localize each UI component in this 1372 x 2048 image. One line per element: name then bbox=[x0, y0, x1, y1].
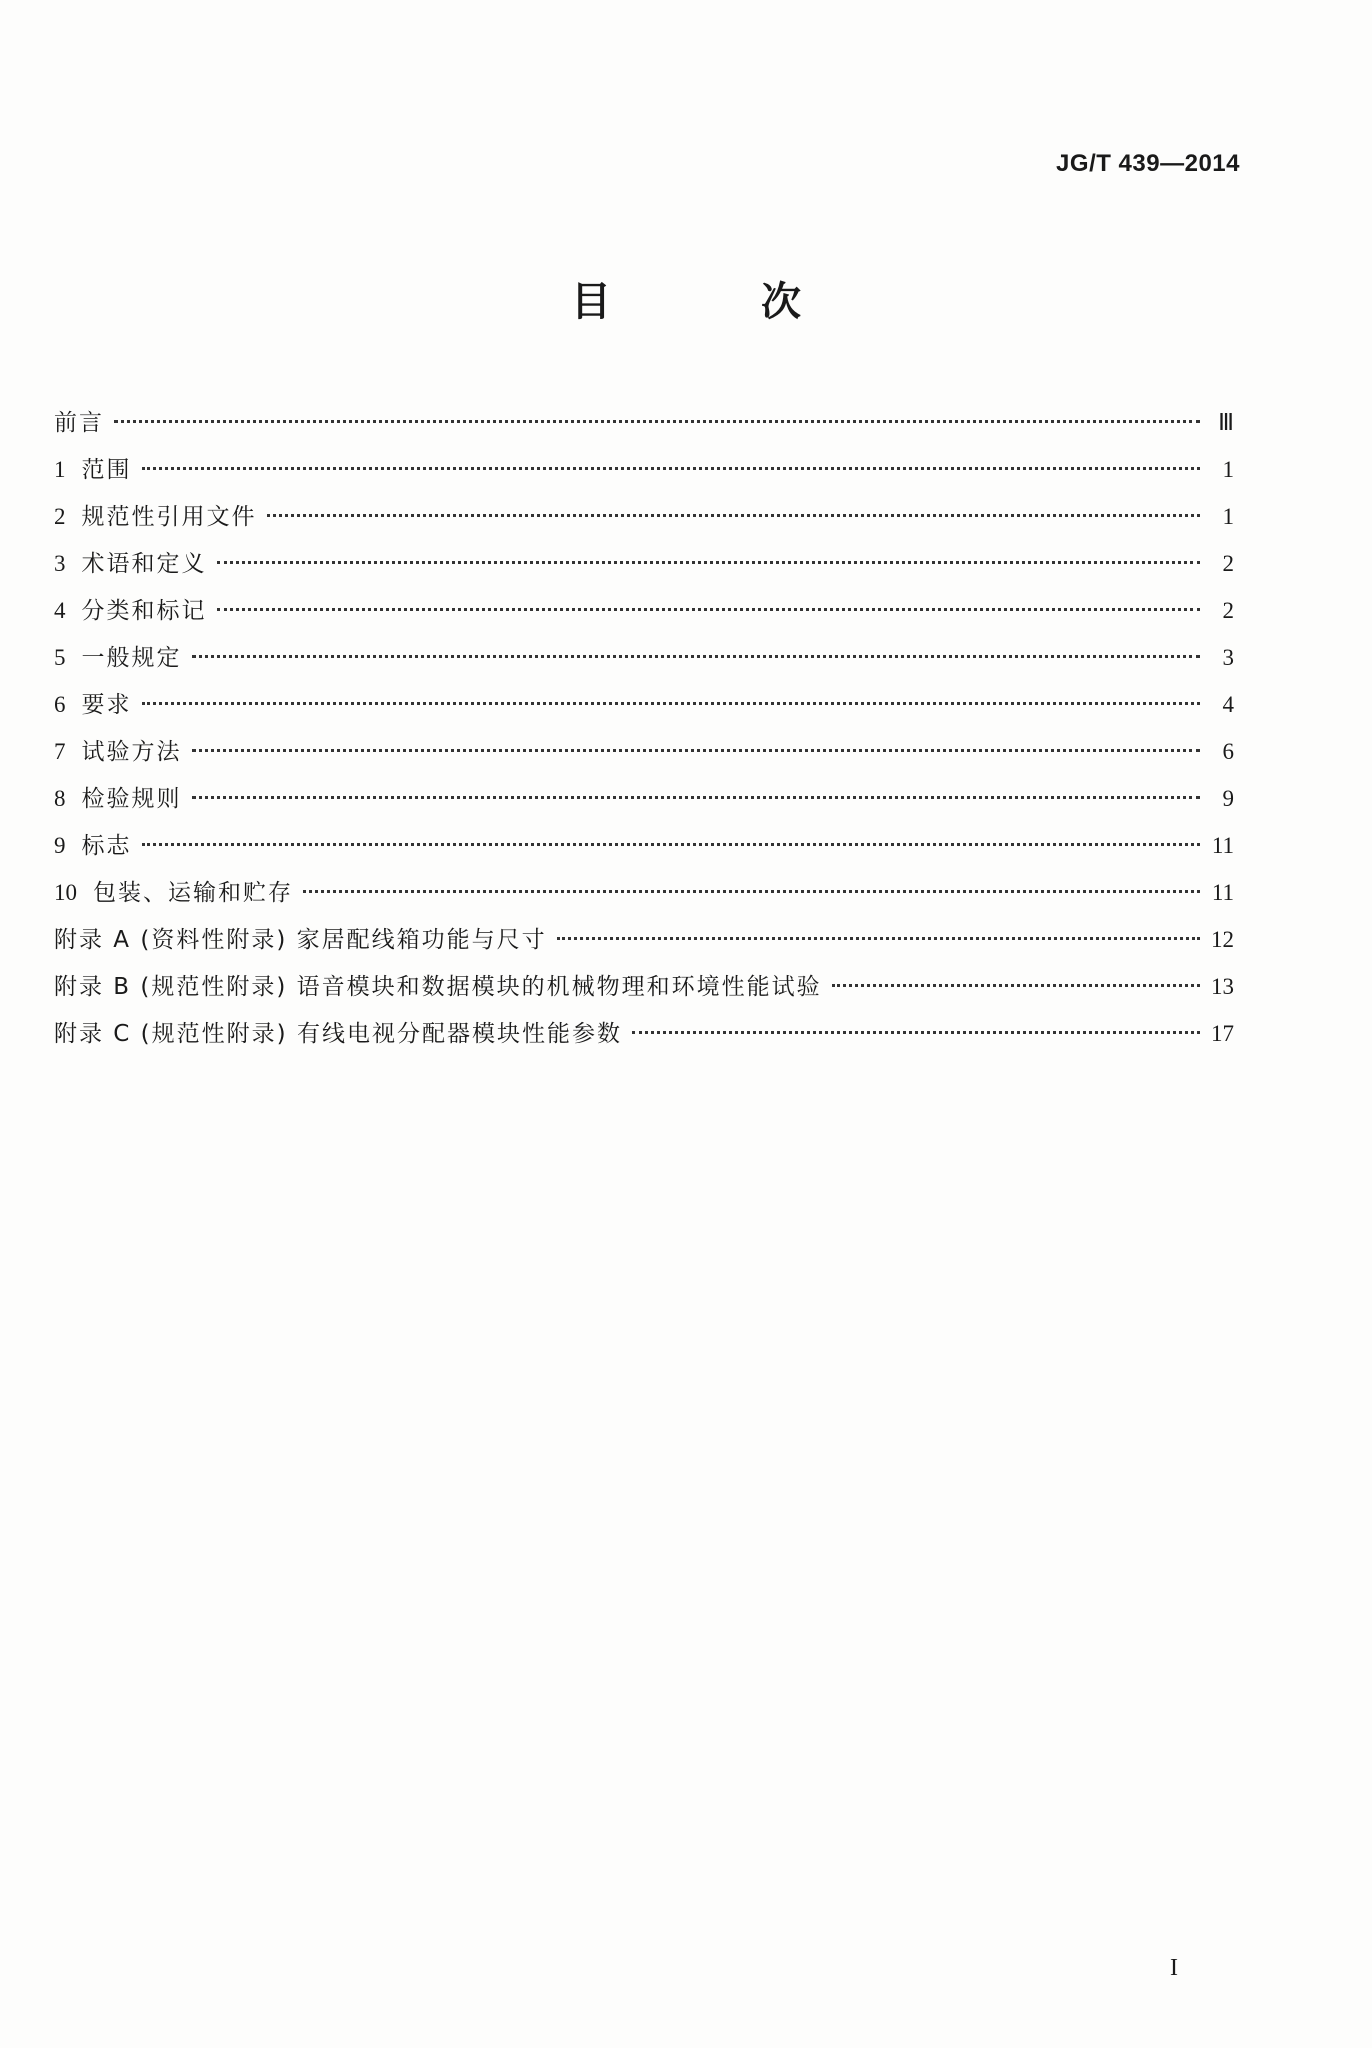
toc-leader-dots bbox=[114, 420, 1200, 423]
toc-entry-number: 9 bbox=[54, 833, 66, 858]
toc-entry-page: 6 bbox=[1222, 739, 1234, 764]
toc-entry-page: 4 bbox=[1222, 692, 1234, 717]
toc-entry-label: 规范性引用文件 bbox=[81, 504, 257, 530]
toc-entry-label: 附录 B (规范性附录) 语音模块和数据模块的机械物理和环境性能试验 bbox=[54, 974, 822, 1000]
toc-leader-dots bbox=[192, 749, 1201, 752]
toc-entry-page: 1 bbox=[1222, 457, 1234, 482]
toc-entry-page: 12 bbox=[1211, 927, 1234, 952]
toc-leader-dots bbox=[557, 937, 1200, 940]
toc-entry-label: 一般规定 bbox=[81, 645, 182, 671]
toc-entry-label: 范围 bbox=[81, 457, 132, 483]
toc-entry-number: 10 bbox=[54, 880, 77, 905]
toc-leader-dots bbox=[142, 843, 1201, 846]
toc-entry-3[interactable] bbox=[54, 545, 1234, 592]
toc-entry-foreword[interactable] bbox=[54, 404, 1234, 451]
toc-leader-dots bbox=[303, 890, 1200, 893]
toc-entry-number: 6 bbox=[54, 692, 66, 717]
toc-entry-number: 5 bbox=[54, 645, 66, 670]
toc-leader-dots bbox=[832, 984, 1200, 987]
toc-entry-page: 11 bbox=[1211, 833, 1234, 858]
toc-entry-number: 2 bbox=[54, 504, 66, 529]
toc-entry-appendix-c[interactable] bbox=[54, 1015, 1234, 1062]
toc-entry-label: 术语和定义 bbox=[81, 551, 207, 577]
toc-leader-dots bbox=[192, 796, 1201, 799]
toc-leader-dots bbox=[142, 467, 1201, 470]
standard-code: JG/T 439—2014 bbox=[1056, 150, 1240, 177]
toc-entry-label: 分类和标记 bbox=[81, 598, 207, 624]
toc-entry-9[interactable] bbox=[54, 827, 1234, 874]
toc-entry-appendix-b[interactable] bbox=[54, 968, 1234, 1015]
toc-entry-10[interactable] bbox=[54, 874, 1234, 921]
toc-entry-page: 1 bbox=[1222, 504, 1234, 529]
toc-entry-number: 3 bbox=[54, 551, 66, 576]
toc-leader-dots bbox=[267, 514, 1201, 517]
table-of-contents bbox=[54, 404, 1234, 1062]
toc-entry-1[interactable] bbox=[54, 451, 1234, 498]
toc-entry-label: 前言 bbox=[54, 410, 104, 436]
toc-entry-5[interactable] bbox=[54, 639, 1234, 686]
toc-entry-page: 3 bbox=[1222, 645, 1234, 670]
toc-entry-page: 2 bbox=[1222, 551, 1234, 576]
toc-entry-page: 11 bbox=[1211, 880, 1234, 905]
toc-entry-label: 要求 bbox=[81, 692, 132, 718]
toc-entry-7[interactable] bbox=[54, 733, 1234, 780]
toc-entry-number: 1 bbox=[54, 457, 66, 482]
toc-entry-number: 7 bbox=[54, 739, 66, 764]
toc-leader-dots bbox=[192, 655, 1201, 658]
toc-leader-dots bbox=[632, 1031, 1200, 1034]
toc-entry-label: 试验方法 bbox=[81, 739, 182, 765]
toc-entry-page: 13 bbox=[1211, 974, 1234, 999]
toc-leader-dots bbox=[217, 608, 1201, 611]
toc-entry-page: Ⅲ bbox=[1218, 410, 1234, 435]
toc-leader-dots bbox=[142, 702, 1201, 705]
toc-entry-2[interactable] bbox=[54, 498, 1234, 545]
toc-entry-label: 包装、运输和贮存 bbox=[93, 880, 293, 906]
toc-entry-8[interactable] bbox=[54, 780, 1234, 827]
toc-entry-page: 2 bbox=[1222, 598, 1234, 623]
toc-entry-label: 检验规则 bbox=[81, 786, 182, 812]
toc-entry-4[interactable] bbox=[54, 592, 1234, 639]
toc-entry-6[interactable] bbox=[54, 686, 1234, 733]
toc-entry-number: 4 bbox=[54, 598, 66, 623]
toc-entry-label: 标志 bbox=[81, 833, 132, 859]
toc-title: 目 次 bbox=[571, 279, 869, 325]
page-number: I bbox=[1170, 1955, 1178, 1981]
toc-entry-appendix-a[interactable] bbox=[54, 921, 1234, 968]
toc-entry-label: 附录 C (规范性附录) 有线电视分配器模块性能参数 bbox=[54, 1021, 622, 1047]
toc-entry-page: 9 bbox=[1222, 786, 1234, 811]
toc-entry-page: 17 bbox=[1211, 1021, 1234, 1046]
toc-leader-dots bbox=[217, 561, 1201, 564]
toc-entry-number: 8 bbox=[54, 786, 66, 811]
toc-entry-label: 附录 A (资料性附录) 家居配线箱功能与尺寸 bbox=[54, 927, 547, 953]
